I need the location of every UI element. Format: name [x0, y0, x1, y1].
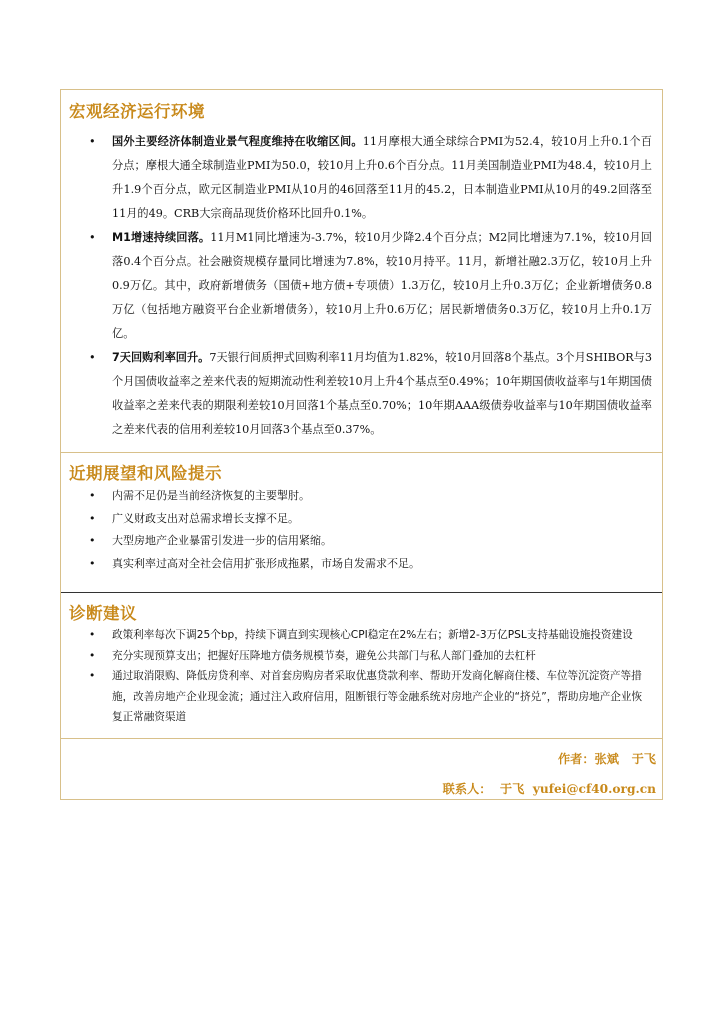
advice-item-text: 政策利率每次下调25个bp，持续下调直到实现核心CPI稳定在2%左右；新增2-3万亿PSL支持基础设施投资建设	[112, 629, 633, 641]
bullet-icon: •	[89, 649, 96, 662]
bullet-icon: •	[89, 511, 96, 525]
advice-item-text: 通过取消限购、降低房贷利率、对首套房购房者采取优惠贷款利率、帮助开发商化解商住楼、车位等沉淀资产等措施，改善房地产企业现金流；通过注入政府信用，阻断银行等金融系统对房地产企业的“挤兑”，帮助房地产企业恢复正常融资渠道	[112, 670, 643, 723]
list-item	[61, 530, 652, 553]
outlook-list	[61, 485, 652, 575]
macro-item-heading: M1增速持续回落。	[112, 231, 211, 244]
list-item	[61, 553, 652, 576]
list-item	[61, 130, 652, 226]
macro-list	[61, 130, 652, 442]
macro-section-title: 宏观经济运行环境	[69, 102, 205, 121]
macro-item-heading: 国外主要经济体制造业景气程度维持在收缩区间。	[112, 135, 363, 148]
bullet-icon: •	[89, 351, 96, 364]
bullet-icon: •	[89, 489, 96, 502]
list-item	[61, 226, 652, 346]
report-frame	[60, 89, 663, 800]
macro-item-text: 11月摩根大通全球综合PMI为52.4，较10月上升0.1个百分点；摩根大通全球制造业PMI为50.0，较10月上升0.6个百分点。11月美国制造业PMI为48.4，较10月上升1.9个百分点，欧元区制造业PMI从10月的46回落至11月的45.2，日本制造业PMI从10月的49.2回落至11月的49。CRB大宗商品现货价格环比回升0.1%。	[112, 135, 652, 220]
advice-item-text: 充分实现预算支出；把握好压降地方债务规模节奏，避免公共部门与私人部门叠加的去杠杆	[112, 649, 536, 662]
advice-list	[61, 625, 652, 728]
section-divider	[61, 592, 662, 593]
bullet-icon: •	[89, 231, 96, 244]
outlook-item-text: 大型房地产企业暴雷引发进一步的信用紧缩。	[112, 534, 332, 547]
outlook-item-text: 广义财政支出对总需求增长支撑不足。	[112, 511, 299, 525]
list-item	[61, 508, 652, 531]
macro-item-text: 11月M1同比增速为-3.7%，较10月少降2.4个百分点；M2同比增速为7.1%，较10月回落0.4个百分点。社会融资规模存量同比增速为7.8%，较10月持平。11月，新增社融2.3万亿，较10月上升0.9万亿。其中，政府新增债务（国债+地方债+专项债）1.3万亿，较10月上升0.3万亿；企业新增债务0.8万亿（包括地方融资平台企业新增债务），较10月上升0.6万亿；居民新增债务0.3万亿，较10月上升0.1万亿。	[112, 231, 652, 340]
advice-section-title: 诊断建议	[69, 604, 137, 623]
section-divider	[61, 452, 662, 453]
list-item	[61, 646, 652, 667]
list-item	[61, 625, 652, 646]
outlook-section-title: 近期展望和风险提示	[69, 464, 222, 483]
outlook-item-text: 真实利率过高对全社会信用扩张形成拖累，市场自发需求不足。	[112, 556, 420, 570]
macro-item-heading: 7天回购利率回升。	[112, 351, 210, 364]
bullet-icon: •	[89, 629, 96, 641]
macro-item-text: 7天银行间质押式回购利率11月均值为1.82%，较10月回落8个基点。3个月SHIBOR与3个月国债收益率之差来代表的短期流动性利差较10月上升4个基点至0.49%；10年期国债收益率与1年期国债收益率之差来代表的期限利差较10月回落1个基点至0.70%；10年期AAA级债券收益率与10年期国债收益率之差来代表的信用利差较10月回落3个基点至0.37%。	[112, 351, 652, 436]
authors-line: 作者：张斌 于飞	[557, 752, 656, 766]
list-item	[61, 346, 652, 442]
bullet-icon: •	[89, 135, 96, 148]
bullet-icon: •	[89, 670, 96, 682]
contact-label: 联系人： 于飞	[442, 782, 525, 796]
section-divider	[61, 738, 662, 739]
outlook-item-text: 内需不足仍是当前经济恢复的主要掣肘。	[112, 489, 310, 502]
contact-line	[443, 780, 656, 797]
list-item	[61, 485, 652, 508]
bullet-icon: •	[89, 556, 96, 570]
list-item	[61, 666, 652, 728]
contact-email[interactable]: yufei@cf40.org.cn	[532, 782, 656, 796]
bullet-icon: •	[89, 534, 96, 547]
